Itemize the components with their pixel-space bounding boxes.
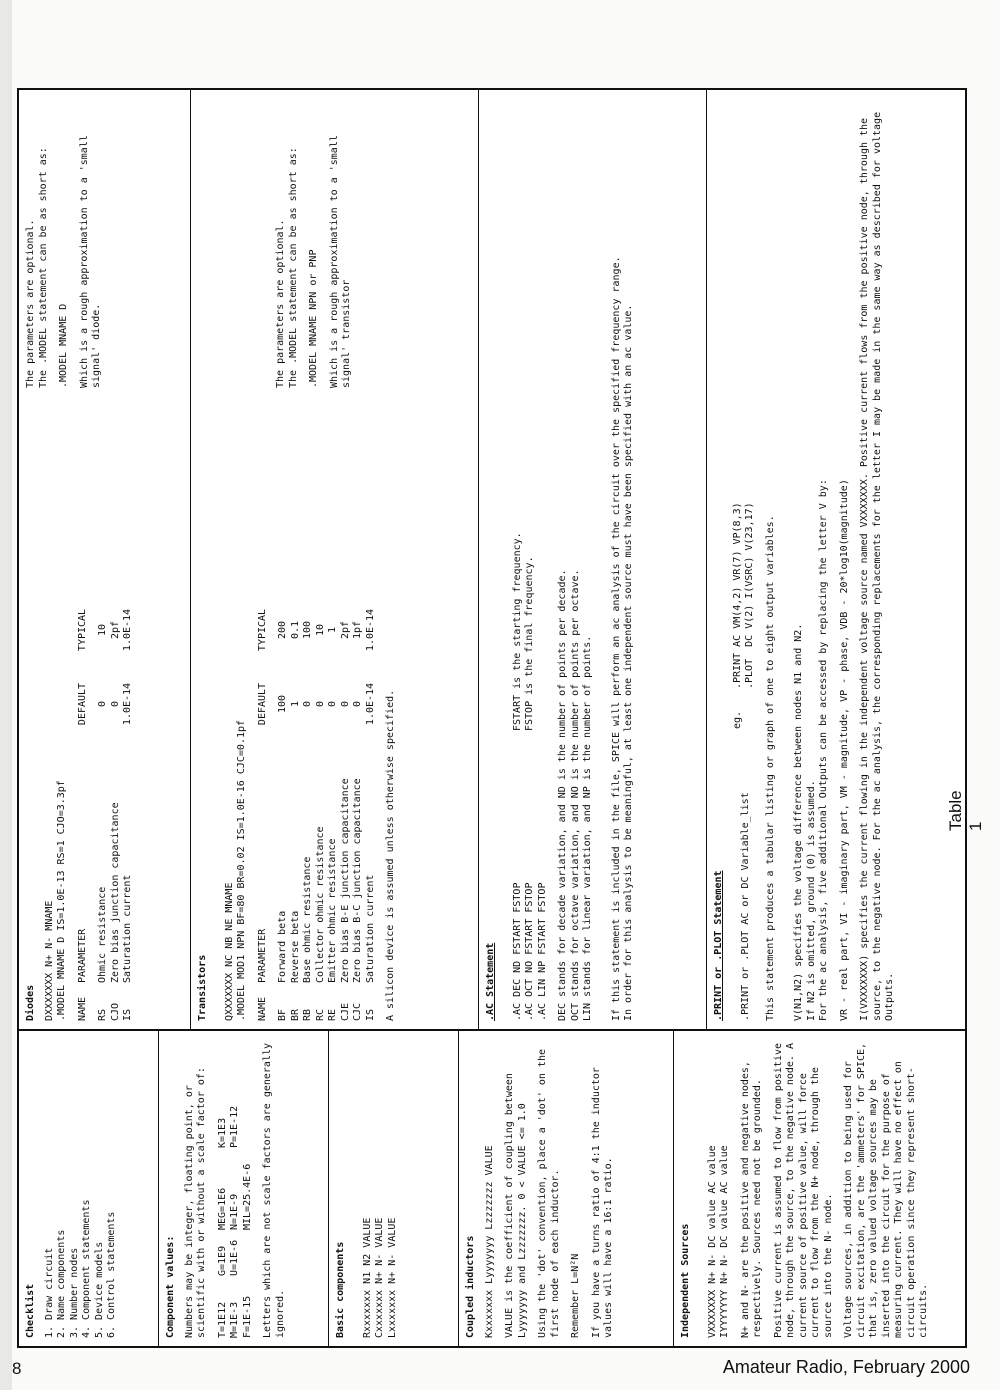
col-header: TYPICAL — [76, 608, 88, 652]
voltage-ammeter-text: Voltage sources, in addition to being used for circuit excitation, are the 'ammeters' for SPICE, that is, zero valued voltage sources may be inserted into the circuit for the purpose of measuring current. They will have no effect on circuit operation since they represent short-circuits. — [843, 1042, 929, 1338]
diode-side-note: The .MODEL statement can be as short as: — [37, 147, 49, 388]
diodes-title: Diodes — [25, 984, 36, 1021]
transistor-side-note: The .MODEL statement can be as short as: — [287, 147, 299, 388]
checklist-item: 4. Component statements — [81, 1199, 92, 1338]
checklist-item: 2. Name components — [56, 1229, 67, 1338]
scale-factor-table — [217, 1102, 255, 1338]
diode-side-note: The parameters are optional. — [25, 219, 36, 388]
source-nodes-text: N+ and N- are the positive and negative nodes, respectively. Sources need not be grounded. — [739, 1061, 763, 1338]
diode-parameter-table — [77, 591, 135, 1021]
component-syntax: Lxxxxxxx N+ N- VALUE — [386, 1217, 398, 1338]
binding-margin — [0, 0, 12, 1390]
table-row: IS Saturation current 1.0E-14 1.0E-14 — [364, 608, 376, 1021]
diode-model-syntax: .MODEL MNAME D IS=1.0E-13 RS=1 CJO=3.3pf — [56, 780, 67, 1021]
table-row: CJO Zero bias junction capacitance 0 2pf — [109, 620, 121, 1021]
basic-components-title: Basic components — [335, 1241, 346, 1338]
coupled-inductors-syntax: Kxxxxxxx Lyyyyyyy Lzzzzzzz VALUE — [483, 1145, 495, 1338]
table-row: CJC Zero bias B-C junction capacitance 0 1pf — [352, 620, 363, 1021]
transistor-side-note: The parameters are optional. — [275, 219, 286, 388]
col-header: PARAMETER — [256, 928, 268, 983]
print-plot-section — [707, 90, 965, 1029]
right-column — [19, 90, 965, 1029]
checklist-item: 3. Number nodes — [68, 1247, 80, 1338]
ac-statement-section — [479, 90, 707, 1029]
page-number: 8 — [12, 1359, 22, 1378]
scale-factor: U=1E-6 — [229, 1239, 240, 1276]
checklist-item: 1. Draw circuit — [43, 1247, 55, 1338]
col-header: PARAMETER — [76, 928, 88, 983]
coupling-coefficient-text: VALUE is the coefficient of coupling between Lyyyyyyy and Lzzzzzzz. 0 < VALUE <= 1.0 — [504, 1073, 528, 1338]
ac-syntax: .AC DEC ND FSTART FSTOP — [511, 882, 523, 1021]
silicon-device-note: A silicon device is assumed unless otherwise specified. — [385, 689, 396, 1021]
inductance-formula: Remember L=N²N — [570, 1253, 581, 1338]
basic-components-section — [329, 1031, 459, 1346]
table-caption: Table 1 — [946, 790, 985, 831]
diode-syntax: DXXXXXXX N+ N- MNAME — [43, 900, 55, 1021]
table-row: RE Emitter ohmic resistance 0 1 — [327, 626, 338, 1021]
component-values-title: Component values: — [165, 1235, 176, 1338]
diodes-section — [19, 90, 191, 1029]
table-row: RB Base ohmic resistance 0 100 — [302, 620, 313, 1021]
table-row: IS Saturation current 1.0E-14 1.0E-14 — [122, 608, 133, 1021]
dot-convention-text: Using the 'dot' convention, place a 'dot' on the first node of each inductor. — [537, 1049, 561, 1338]
scale-factor-note: Letters which are not scale factors are generally ignored. — [262, 1042, 286, 1338]
print-example: .PRINT AC VM(4,2) VR(7) VP(8,3) — [731, 502, 743, 689]
independent-sources-title: Independent Sources — [680, 1223, 691, 1338]
col-header: NAME — [256, 996, 268, 1021]
scale-factor: F=1E-15 — [241, 1295, 253, 1338]
sweep-definition: DEC stands for decade variation, and ND is the number of points per decade. — [557, 569, 568, 1021]
publication-footer: Amateur Radio, February 2000 — [722, 1357, 970, 1377]
table-row: RC Collector ohmic resistance 0 10 — [314, 623, 326, 1021]
coupled-inductors-section — [459, 1031, 674, 1346]
checklist-title: Checklist — [25, 1283, 36, 1338]
independent-sources-section — [674, 1031, 965, 1346]
diode-short-model: .MODEL MNAME D — [58, 303, 69, 388]
col-header: NAME — [76, 996, 88, 1021]
ac-outputs-text: For the ac analysis, five additional Outputs can be accessed by replacing the letter V by: — [818, 479, 829, 1021]
checklist-item: 6. Control statements — [106, 1211, 117, 1338]
checklist-item: 5. Device models — [93, 1241, 105, 1338]
fstart-definition: FSTART is the starting frequency. — [511, 532, 523, 731]
ac-syntax: .AC LIN NP FSTART FSTOP — [536, 882, 548, 1021]
table-row: RS Ohmic resistance 0 10 — [97, 623, 108, 1021]
sweep-definition: OCT stands for octave variation, and NO is the number of points per octave. — [569, 569, 581, 1021]
transistors-section — [191, 90, 479, 1029]
component-syntax: Cxxxxxxx N+ N- VALUE — [374, 1217, 385, 1338]
diode-side-note: Which is a rough approximation to a 'small signal' diode. — [78, 135, 102, 388]
sweep-definition: LIN stands for linear variation, and NP is the number of points. — [582, 635, 593, 1021]
coupled-inductors-title: Coupled inductors — [465, 1235, 476, 1338]
plot-example: .PLOT DC V(2) I(VSRC) V(23,17) — [744, 502, 755, 689]
col-header: DEFAULT — [256, 682, 268, 726]
source-current-text: Positive current is assumed to flow from positive node, through the source, to the negative node. A current source of positive value, will force current to flow from the N+ node, through the source into the N- node. — [772, 1042, 834, 1338]
print-plot-syntax: .PRINT or .PLOT AC or DC Variable_list — [739, 792, 751, 1021]
current-output-text: I(VXXXXXXX) specifies the current flowing in the independent voltage source named VXXXXXXX. Positive current flows from the positive node, through the source, to the negative node. For the ac analysis, the corresponding replacements for the letter I may be made in the same way as described for voltage Outputs. — [859, 111, 895, 1021]
transistor-syntax: QXXXXXXX NC NB NE MNAME — [223, 882, 235, 1021]
print-plot-description: This statement produces a tabular listing or graph of one to eight output variables. — [764, 515, 776, 1021]
scale-factor: M=1E-3 — [229, 1301, 240, 1338]
scale-factor: G=1E9 — [216, 1245, 228, 1276]
source-syntax: VXXXXXXX N+ N- DC value AC value — [706, 1145, 718, 1338]
table-row: BF Forward beta 100 200 — [277, 620, 288, 1021]
voltage-output-text: V(N1,N2) specifies the voltage difference between nodes N1 and N2. — [793, 623, 804, 1021]
scale-factor: K=1E3 — [216, 1117, 228, 1148]
component-values-section — [159, 1031, 329, 1346]
scale-factor: T=1E12 — [216, 1301, 228, 1338]
print-plot-title: .PRINT or .PLOT Statement — [713, 870, 724, 1021]
table-row: BR Reverse beta 1 0.1 — [289, 620, 301, 1021]
ac-output-codes: VR - real part, VI - imaginary part, VM - magnitude, VP - phase, VDB - 20*log10(magnitude) — [838, 479, 850, 1021]
ac-statement-title: .AC Statement — [485, 942, 496, 1021]
component-values-intro: Numbers may be integer, floating point, or scientific with or without a scale factor of: — [183, 1067, 207, 1338]
fstop-definition: FSTOP is the final frequency. — [524, 556, 535, 731]
example-label: eg. — [731, 710, 743, 729]
scale-factor: MIL=25.4E-6 — [241, 1163, 253, 1230]
ground-assumed-text: If N2 is omitted, ground (0) is assumed. — [805, 780, 817, 1021]
table-row: CJE Zero bias B-E junction capacitance 0 2pf — [339, 620, 351, 1021]
col-header: TYPICAL — [256, 608, 268, 652]
scale-factor: MEG=1E6 — [216, 1187, 228, 1230]
ac-source-requirement: In order for this analysis to be meaningful, at least one independent source must have been specified with an ac value. — [623, 304, 634, 1021]
transistor-short-model: .MODEL MNAME NPN or PNP — [308, 249, 319, 388]
scale-factor: P=1E-12 — [229, 1105, 240, 1148]
turns-ratio-text: If you have a turns ratio of 4:1 the inductor values will have a 16:1 ratio. — [590, 1067, 614, 1338]
col-header: DEFAULT — [76, 682, 88, 726]
transistor-side-note: Which is a rough approximation to a 'small signal' transistor — [328, 135, 352, 388]
scale-factor: N=1E-9 — [229, 1193, 240, 1230]
transistor-parameter-table — [257, 591, 378, 1021]
left-column — [19, 1029, 965, 1346]
checklist-section — [19, 1031, 159, 1346]
transistors-title: Transistors — [197, 954, 208, 1021]
spice-reference-table — [17, 88, 967, 1348]
source-syntax: IYYYYYYY N+ N- DC value AC value — [719, 1145, 730, 1338]
ac-syntax: .AC OCT NO FSTART FSTOP — [524, 882, 535, 1021]
component-syntax: Rxxxxxxx N1 N2 VALUE — [361, 1217, 373, 1338]
ac-analysis-text: If this statement is included in the file, SPICE will perform an ac analysis of the circuit over the specified frequency range. — [610, 256, 622, 1021]
transistor-model-syntax: .MODEL MOD1 NPN BF=80 BR=0.02 IS=1.0E-16 CJC=0.1pf — [236, 719, 247, 1021]
